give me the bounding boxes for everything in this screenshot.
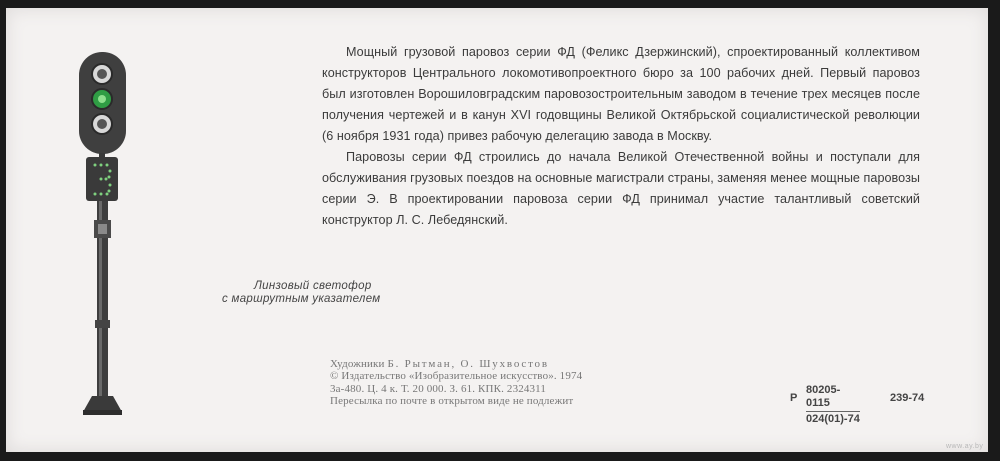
price-code-letter: Р bbox=[790, 392, 798, 404]
print-info-line: 3а-480. Ц. 4 к. Т. 20 000. З. 61. КПК. 2324311 bbox=[330, 382, 547, 395]
paragraph-2: Паровозы серии ФД строились до начала Великой Отечественной войны и поступали для обслуживания грузовых поездов на основные магистрали страны, заменяя менее мощные паровозы серии Э. В проектировании паровоза серии ФД принимал участие талантливый советский конструктор Л. С. Лебедянский. bbox=[322, 150, 920, 227]
illustration-caption bbox=[222, 280, 380, 306]
postal-note-line: Пересылка по почте в открытом виде не подлежит bbox=[330, 395, 574, 408]
caption-line-2: с маршрутным указателем bbox=[222, 293, 381, 305]
caption-line-1: Линзовый светофор bbox=[254, 280, 372, 292]
description-text bbox=[322, 42, 920, 231]
price-code-numerator: 80205-0115 bbox=[806, 384, 860, 412]
artists-line bbox=[330, 358, 582, 370]
imprint-block bbox=[330, 358, 582, 408]
price-code-denominator: 024(01)-74 bbox=[806, 413, 860, 425]
artists-names: Б. Рытман, О. Шухвостов bbox=[387, 358, 549, 370]
artists-label: Художники bbox=[330, 358, 385, 370]
signal-head bbox=[79, 52, 126, 154]
signal-mast bbox=[83, 201, 122, 415]
price-code-suffix: 239-74 bbox=[890, 392, 925, 404]
route-indicator bbox=[86, 157, 118, 201]
watermark: www.ay.by bbox=[946, 443, 984, 450]
publisher-line: © Издательство «Изобразительное искусство». 1974 bbox=[330, 370, 583, 383]
price-code-fraction bbox=[806, 384, 860, 426]
paragraph-1: Мощный грузовой паровоз серии ФД (Феликс Дзержинский), спроектированный коллективом конструкторов Центрального локомотивопроектного бюро за 100 рабочих дней. Первый паровоз был изготовлен Ворошиловградским паровозостроительным заводом в течение трех месяцев после получения чертежей и в канун XVI годовщины Великой Октябрьской социалистической революции (6 ноября 1931 года) привез рабочую делегацию завода в Москву. bbox=[322, 45, 920, 143]
